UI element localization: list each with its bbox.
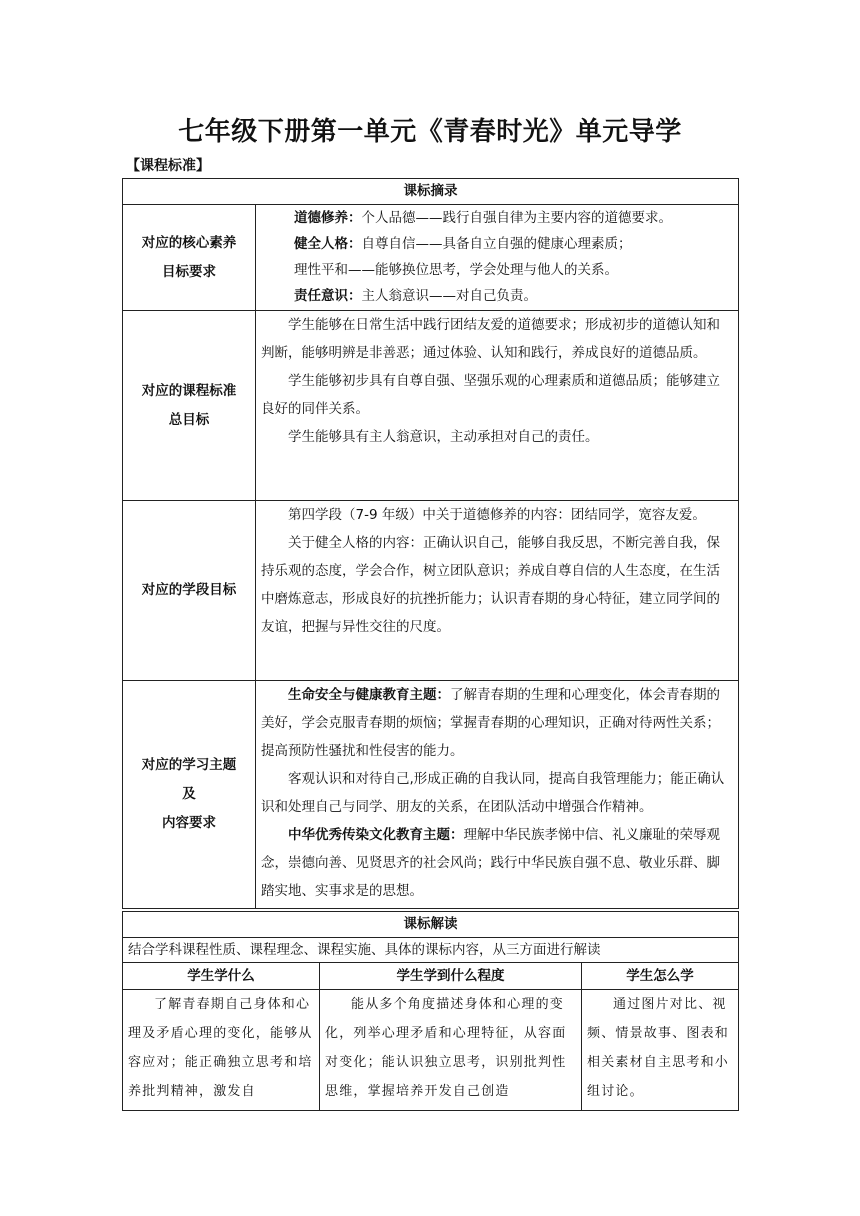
interpretation-intro: 结合学科课程性质、课程理念、课程实施、具体的课标内容，从三方面进行解读	[123, 938, 739, 963]
interpretation-table	[122, 911, 739, 1111]
row-label-core-literacy: 对应的核心素养 目标要求	[123, 205, 256, 311]
col-what-to-learn: 学生学什么	[123, 963, 320, 990]
cell-learning-level: 能从多个角度描述身体和心理的变化，列举心理矛盾和心理特征，从容面对变化；能认识独立思考，识别批判性思维，掌握培养开发自己创造	[320, 990, 582, 1111]
section-heading: 【课程标准】	[126, 158, 210, 174]
row-label-learning-themes: 对应的学习主题 及 内容要求	[123, 681, 256, 909]
total-goals-content: 学生能够在日常生活中践行团结友爱的道德要求；形成初步的道德认知和判断，能够明辨是非善恶；通过体验、认知和践行，养成良好的道德品质。 学生能够初步具有自尊自强、坚强乐观的心理素质和道德品质；能够建立良好的同伴关系。 学生能够具有主人翁意识，主动承担对自己的责任。	[256, 311, 739, 501]
cell-what-to-learn: 了解青春期自己身体和心理及矛盾心理的变化，能够从容应对；能正确独立思考和培养批判精神，激发自	[123, 990, 320, 1111]
cell-how-to-learn: 通过图片对比、视频、情景故事、图表和相关素材自主思考和小组讨论。	[582, 990, 739, 1111]
col-learning-level: 学生学到什么程度	[320, 963, 582, 990]
row-label-total-goals: 对应的课程标准 总目标	[123, 311, 256, 501]
core-literacy-content: 道德修养：个人品德——践行自强自律为主要内容的道德要求。 健全人格：自尊自信——具备自立自强的健康心理素质； 理性平和——能够换位思考，学会处理与他人的关系。 责任意识：主人翁意识——对自己负责。	[256, 205, 739, 311]
row-label-stage-goals: 对应的学段目标	[123, 501, 256, 681]
stage-goals-content: 第四学段（7-9 年级）中关于道德修养的内容：团结同学，宽容友爱。 关于健全人格的内容：正确认识自己，能够自我反思，不断完善自我，保持乐观的态度，学会合作，树立团队意识；养成自尊自信的人生态度，在生活中磨炼意志，形成良好的抗挫折能力；认识青春期的身心特征，建立同学间的友谊，把握与异性交往的尺度。	[256, 501, 739, 681]
summary-header: 课标摘录	[123, 179, 739, 205]
interpretation-header: 课标解读	[123, 912, 739, 938]
page-title: 七年级下册第一单元《青春时光》单元导学	[178, 117, 682, 147]
col-how-to-learn: 学生怎么学	[582, 963, 739, 990]
curriculum-standard-table	[122, 178, 739, 909]
learning-themes-content: 生命安全与健康教育主题：了解青春期的生理和心理变化，体会青春期的美好，学会克服青春期的烦恼；掌握青春期的心理知识，正确对待两性关系；提高预防性骚扰和性侵害的能力。 客观认识和对待自己,形成正确的自我认同，提高自我管理能力；能正确认识和处理自己与同学、朋友的关系，在团队活动中增强合作精神。 中华优秀传染文化教育主题：理解中华民族孝悌中信、礼义廉耻的荣辱观念，崇德向善、见贤思齐的社会风尚；践行中华民族自强不息、敬业乐群、脚踏实地、实事求是的思想。	[256, 681, 739, 909]
